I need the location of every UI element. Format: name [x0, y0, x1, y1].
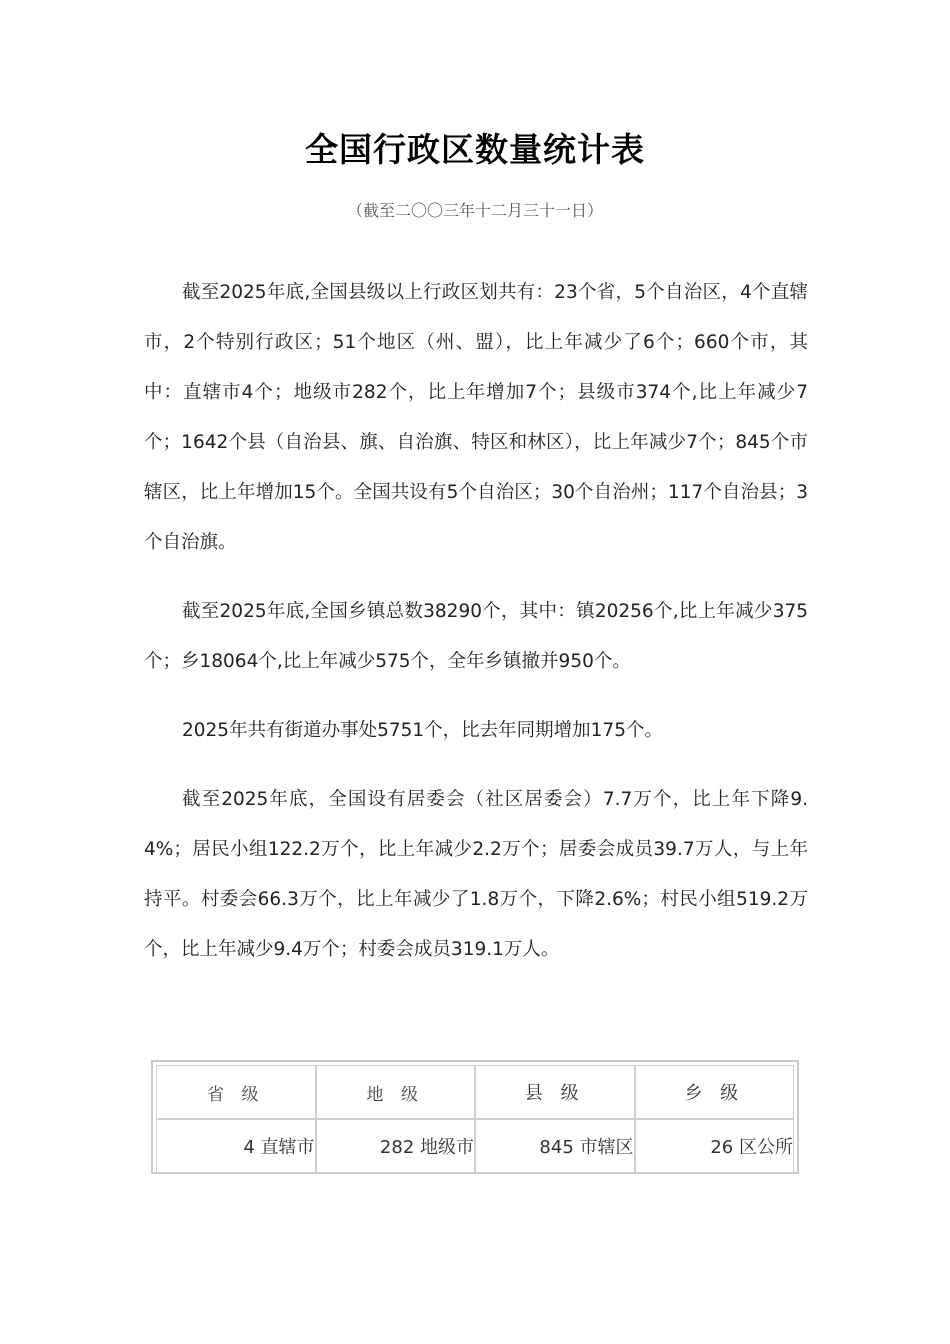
- page-title: 全国行政区数量统计表: [305, 130, 645, 169]
- header-county: 县 级: [475, 1065, 635, 1119]
- header-province: 省 级: [156, 1065, 316, 1119]
- stats-table-frame: [151, 1060, 799, 1174]
- stats-table: [156, 1065, 794, 1173]
- header-township: 乡 级: [635, 1065, 795, 1119]
- paragraph-street-office: 2025年共有街道办事处5751个，比去年同期增加175个。: [182, 720, 663, 741]
- cell-province: 4 直辖市: [156, 1119, 316, 1173]
- paragraph-township: 截至2025年底,全国乡镇总数38290个，其中：镇20256个,比上年减少375个；乡18064个,比上年减少575个，全年乡镇撤并950个。: [144, 601, 808, 672]
- cell-prefecture: 282 地级市: [316, 1119, 476, 1173]
- cell-township: 26 区公所: [635, 1119, 795, 1173]
- page-subtitle: （截至二〇〇三年十二月三十一日）: [346, 201, 603, 220]
- paragraph-county-level: 截至2025年底,全国县级以上行政区划共有：23个省，5个自治区，4个直辖市，2个特别行政区；51个地区（州、盟），比上年减少了6个；660个市，其中：直辖市4个；地级市282个，比上年增加7个；县级市374个,比上年减少7个；1642个县（自治县、旗、自治旗、特区和林区），比上年减少7个；845个市辖区，比上年增加15个。全国共设有5个自治区；30个自治州；117个自治县；3个自治旗。: [144, 282, 808, 553]
- cell-county: 845 市辖区: [475, 1119, 635, 1173]
- table-row: [156, 1119, 794, 1173]
- body-text: [144, 268, 808, 994]
- header-prefecture: 地 级: [316, 1065, 476, 1119]
- paragraph-committees: 截至2025年底，全国设有居委会（社区居委会）7.7万个，比上年下降9.4%；居民小组122.2万个，比上年减少2.2万个；居委会成员39.7万人，与上年持平。村委会66.3万个，比上年减少了1.8万个，下降2.6%；村民小组519.2万个，比上年减少9.4万个；村委会成员319.1万人。: [144, 789, 808, 960]
- table-header-row: [156, 1065, 794, 1119]
